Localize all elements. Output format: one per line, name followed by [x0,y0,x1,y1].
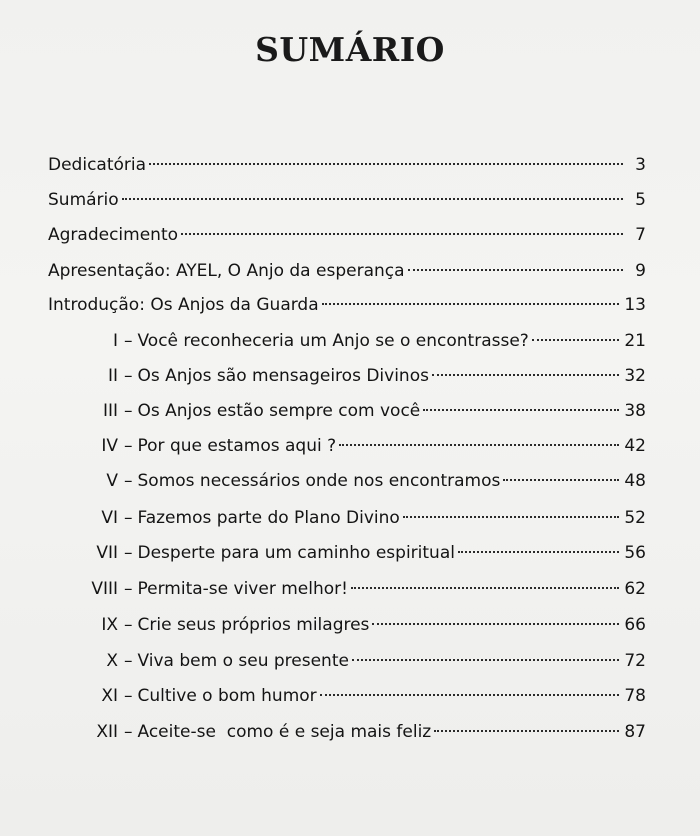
dot-leader [372,623,619,625]
chapter-dash: – [124,722,133,742]
dot-leader [403,516,620,518]
dot-leader [122,198,623,200]
dot-leader [432,374,619,376]
dot-leader [434,730,619,732]
toc-page-number: 38 [624,401,646,421]
chapter-dash: – [124,471,133,491]
chapter-dash: – [124,436,133,456]
toc-chapter-10 [70,647,646,675]
chapter-numeral: VI [101,508,118,528]
toc-entry-agradecimento [48,221,646,249]
toc-entry-title: Dedicatória [48,155,147,175]
chapter-dash: – [124,401,133,421]
chapter-numeral: VII [96,543,118,563]
chapter-numeral: XI [101,686,118,706]
toc-entry-title: Agradecimento [48,225,179,245]
chapter-dash: – [124,508,133,528]
toc-page-number: 56 [624,543,646,563]
toc-entry-sumario [48,186,646,214]
dot-leader [339,444,619,446]
toc-entry-title: Por que estamos aqui ? [137,436,337,456]
toc-page-number: 87 [624,722,646,742]
toc-page-number: 72 [624,651,646,671]
toc-entry-introducao [48,291,646,319]
dot-leader [532,339,620,341]
toc-entry-title: Você reconheceria um Anjo se o encontrasse? [137,331,529,351]
toc-entry-title: Os Anjos estão sempre com você [137,401,421,421]
dot-leader [423,409,619,411]
chapter-dash: – [124,579,133,599]
chapter-dash: – [124,543,133,563]
toc-chapter-7 [70,539,646,567]
toc-chapter-11 [70,682,646,710]
toc-page-number: 42 [624,436,646,456]
toc-page-number: 9 [635,261,646,281]
chapter-numeral: IV [101,436,118,456]
dot-leader [503,479,619,481]
toc-page-number: 62 [624,579,646,599]
dot-leader [458,551,619,553]
toc-entry-apresentacao [48,257,646,285]
toc-chapter-12 [70,718,646,746]
toc-page-number: 3 [635,155,646,175]
toc-chapter-5 [70,467,646,495]
dot-leader [320,694,620,696]
toc-entry-dedicatoria [48,151,646,179]
dot-leader [149,163,623,165]
dot-leader [352,659,619,661]
chapter-numeral: II [107,366,118,386]
chapter-numeral: X [106,651,118,671]
dot-leader [322,303,620,305]
toc-entry-title: Cultive o bom humor [137,686,317,706]
toc-entry-title: Introdução: Os Anjos da Guarda [48,295,319,315]
toc-entry-title: Viva bem o seu presente [137,651,349,671]
chapter-numeral: VIII [91,579,118,599]
toc-page-number: 21 [624,331,646,351]
toc-chapter-1 [70,327,646,355]
toc-page-number: 7 [635,225,646,245]
dot-leader [408,269,623,271]
toc-page-number: 52 [624,508,646,528]
toc-entry-title: Os Anjos são mensageiros Divinos [137,366,429,386]
chapter-numeral: I [112,331,118,351]
toc-chapter-4 [70,432,646,460]
toc-entry-title: Fazemos parte do Plano Divino [137,508,400,528]
toc-entry-title: Desperte para um caminho espiritual [137,543,455,563]
toc-entry-title: Aceite-se como é e seja mais feliz [137,722,432,742]
chapter-numeral: IX [101,615,118,635]
toc-page-number: 66 [624,615,646,635]
chapter-dash: – [124,615,133,635]
chapter-numeral: XII [96,722,118,742]
toc-chapter-9 [70,611,646,639]
page-title: SUMÁRIO [255,30,445,69]
dot-leader [181,233,623,235]
toc-page-number: 13 [624,295,646,315]
toc-chapter-8 [70,575,646,603]
toc-page-number: 5 [635,190,646,210]
toc-entry-title: Somos necessários onde nos encontramos [137,471,501,491]
toc-entry-title: Permita-se viver melhor! [137,579,348,599]
toc-entry-title: Apresentação: AYEL, O Anjo da esperança [48,261,405,281]
toc-chapter-2 [70,362,646,390]
chapter-dash: – [124,331,133,351]
chapter-dash: – [124,651,133,671]
toc-chapter-3 [70,397,646,425]
toc-page-number: 78 [624,686,646,706]
chapter-dash: – [124,686,133,706]
dot-leader [351,587,619,589]
chapter-dash: – [124,366,133,386]
toc-page-number: 32 [624,366,646,386]
chapter-numeral: V [106,471,118,491]
chapter-numeral: III [102,401,118,421]
toc-chapter-6 [70,504,646,532]
toc-page-number: 48 [624,471,646,491]
toc-entry-title: Crie seus próprios milagres [137,615,370,635]
toc-entry-title: Sumário [48,190,119,210]
